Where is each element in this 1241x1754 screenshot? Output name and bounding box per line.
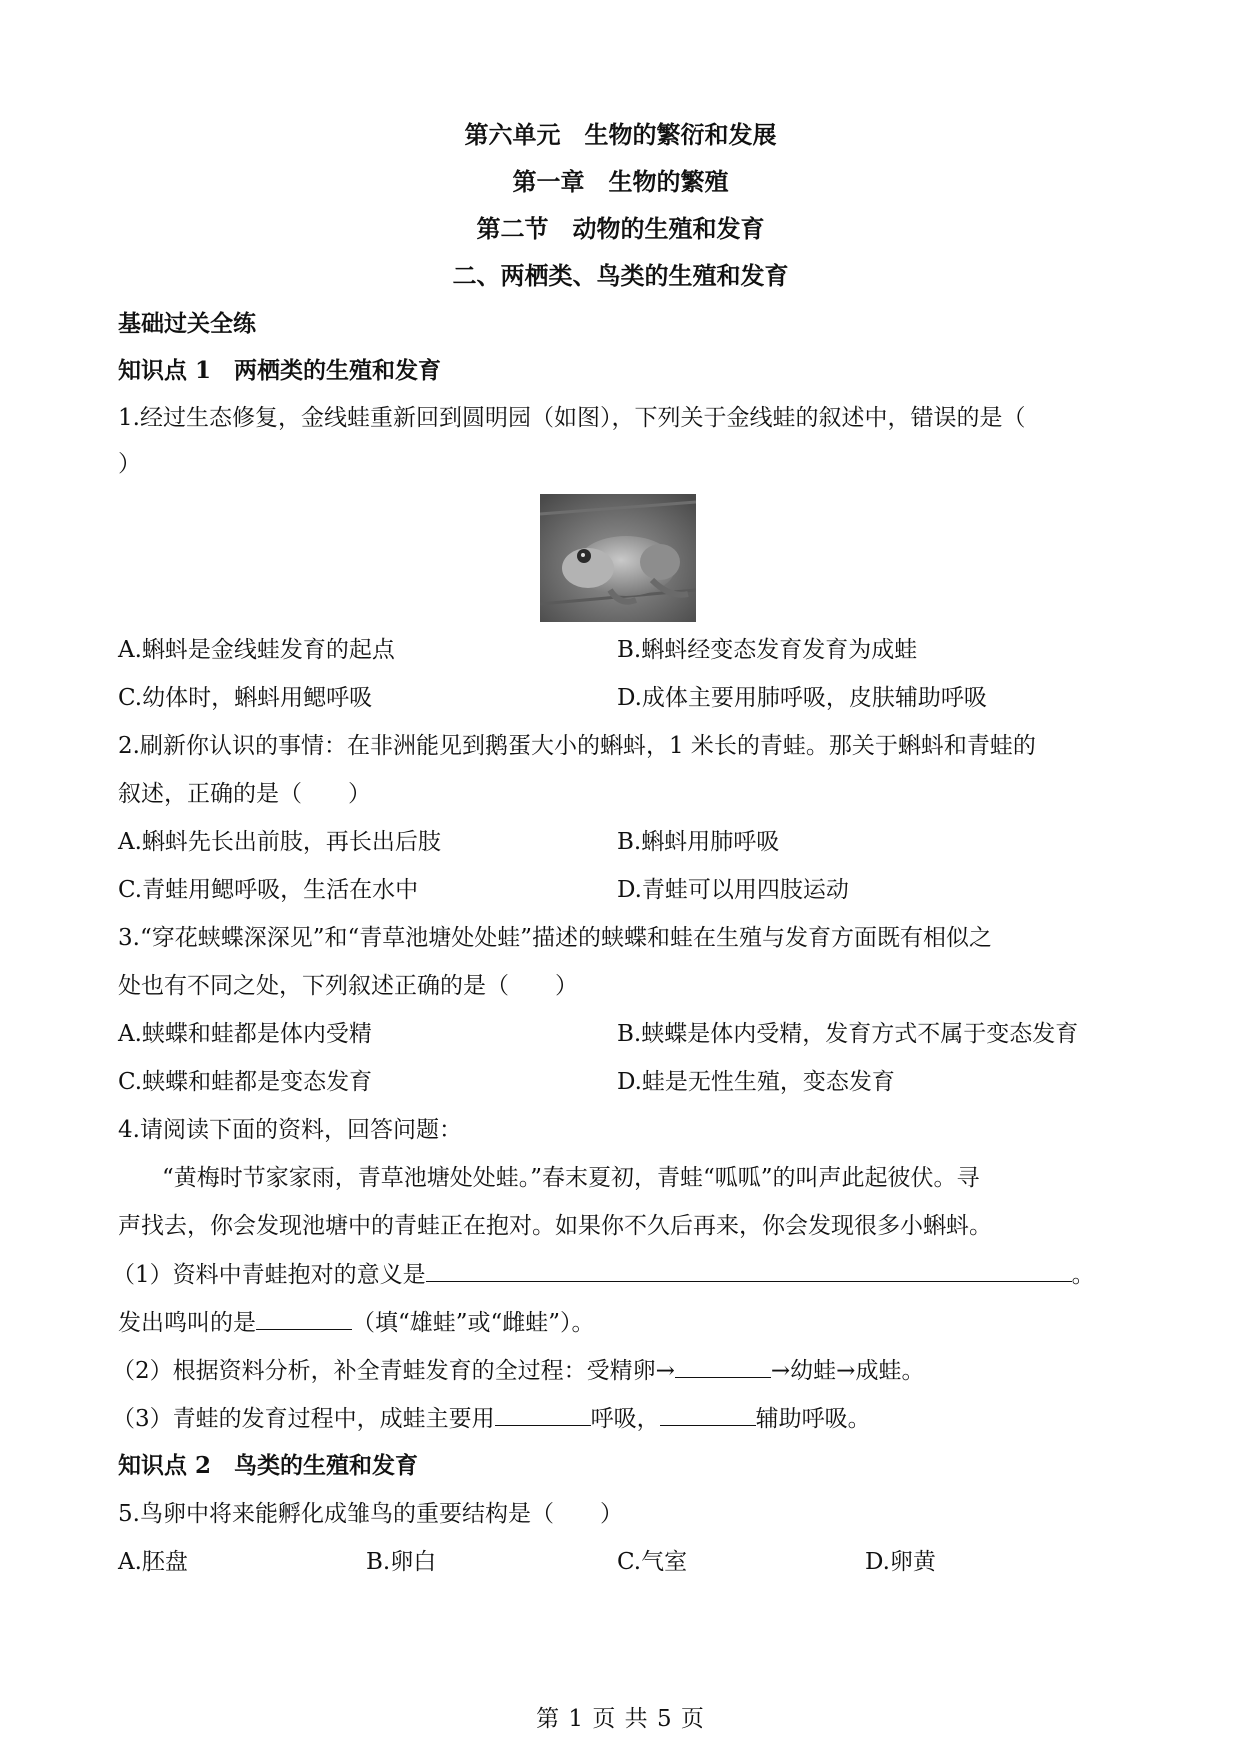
- q2-option-d: D.青蛙可以用四肢运动: [617, 877, 849, 903]
- q4-part3-prompt: （3）青蛙的发育过程中，成蛙主要用: [112, 1406, 495, 1432]
- q5-option-b: B.卵白: [366, 1549, 437, 1575]
- q3-option-b: B.蛱蝶是体内受精，发育方式不属于变态发育: [617, 1021, 1079, 1047]
- q2-option-a: A.蝌蚪先长出前肢，再长出后肢: [118, 829, 441, 855]
- practice-heading: 基础过关全练: [118, 310, 256, 337]
- q4-passage-line-2: 声找去，你会发现池塘中的青蛙正在抱对。如果你不久后再来，你会发现很多小蝌蚪。: [118, 1213, 992, 1239]
- q4-part2-tail: →幼蛙→成蛙。: [770, 1358, 925, 1384]
- q4-stage-blank[interactable]: [675, 1355, 771, 1378]
- q3-option-d: D.蛙是无性生殖，变态发育: [617, 1069, 895, 1095]
- q5-option-a: A.胚盘: [118, 1549, 188, 1575]
- subsection-title: 二、两栖类、鸟类的生殖和发育: [452, 261, 789, 290]
- q4-stem: 4.请阅读下面的资料，回答问题：: [118, 1117, 462, 1143]
- q4-part1-answer-blank[interactable]: [426, 1259, 1072, 1282]
- q1-option-c: C.幼体时，蝌蚪用鳃呼吸: [118, 685, 373, 711]
- q4-part1: [112, 1259, 1095, 1290]
- q4-main-breathing-blank[interactable]: [495, 1403, 591, 1426]
- q4-part1-prompt: （1）资料中青蛙抱对的意义是: [112, 1262, 426, 1288]
- q4-part3-mid: 呼吸，: [590, 1406, 660, 1432]
- q1-option-a: A.蝌蚪是金线蛙发育的起点: [118, 637, 395, 663]
- chapter-title: 第一章 生物的繁殖: [512, 167, 729, 196]
- q3-option-c: C.蛱蝶和蛙都是变态发育: [118, 1069, 373, 1095]
- q2-option-b: B.蝌蚪用肺呼吸: [617, 829, 780, 855]
- q4-part1-second-hint: （填“雄蛙”或“雌蛙”）。: [352, 1310, 595, 1336]
- q4-part3: [112, 1403, 871, 1434]
- q4-part1-end: 。: [1071, 1262, 1095, 1288]
- q5-option-c: C.气室: [617, 1549, 688, 1575]
- q5-option-d: D.卵黄: [865, 1549, 936, 1575]
- q2-stem-cont: 叙述，正确的是（ ）: [118, 781, 371, 807]
- unit-title: 第六单元 生物的繁衍和发展: [464, 120, 777, 149]
- q4-part1-second-prompt: 发出鸣叫的是: [118, 1310, 256, 1336]
- q2-stem: 2.刷新你认识的事情：在非洲能见到鹅蛋大小的蝌蚪，1 米长的青蛙。那关于蝌蚪和青蛙的: [118, 733, 1036, 759]
- q3-stem-cont: 处也有不同之处，下列叙述正确的是（ ）: [118, 973, 578, 999]
- q4-part3-tail: 辅助呼吸。: [755, 1406, 871, 1432]
- q3-option-a: A.蛱蝶和蛙都是体内受精: [118, 1021, 372, 1047]
- q4-part1-second: [118, 1307, 595, 1338]
- q1-stem: 1.经过生态修复，金线蛙重新回到圆明园（如图），下列关于金线蛙的叙述中，错误的是（: [118, 405, 1026, 431]
- knowledge-point-2: 知识点 2 鸟类的生殖和发育: [118, 1452, 419, 1479]
- q4-aux-breathing-blank[interactable]: [660, 1403, 756, 1426]
- q4-caller-blank[interactable]: [256, 1307, 352, 1330]
- q1-option-b: B.蝌蚪经变态发育发育为成蛙: [617, 637, 918, 663]
- section-title: 第二节 动物的生殖和发育: [476, 214, 765, 243]
- q1-option-d: D.成体主要用肺呼吸，皮肤辅助呼吸: [617, 685, 987, 711]
- q5-stem: 5.鸟卵中将来能孵化成雏鸟的重要结构是（ ）: [118, 1501, 623, 1527]
- knowledge-point-1: 知识点 1 两栖类的生殖和发育: [118, 357, 442, 384]
- q3-stem: 3.“穿花蛱蝶深深见”和“青草池塘处处蛙”描述的蛱蝶和蛙在生殖与发育方面既有相似之: [118, 925, 992, 951]
- page-footer: 第 1 页 共 5 页: [536, 1706, 705, 1732]
- q4-passage-line-1: “黄梅时节家家雨，青草池塘处处蛙。”春末夏初，青蛙“呱呱”的叫声此起彼伏。寻: [162, 1165, 980, 1191]
- frog-photo: [540, 494, 696, 622]
- q4-part2-prompt: （2）根据资料分析，补全青蛙发育的全过程：受精卵→: [112, 1358, 675, 1384]
- q2-option-c: C.青蛙用鳃呼吸，生活在水中: [118, 877, 419, 903]
- q4-part2: [112, 1355, 924, 1386]
- frog-image: [540, 494, 696, 622]
- q1-stem-close: ）: [118, 451, 141, 477]
